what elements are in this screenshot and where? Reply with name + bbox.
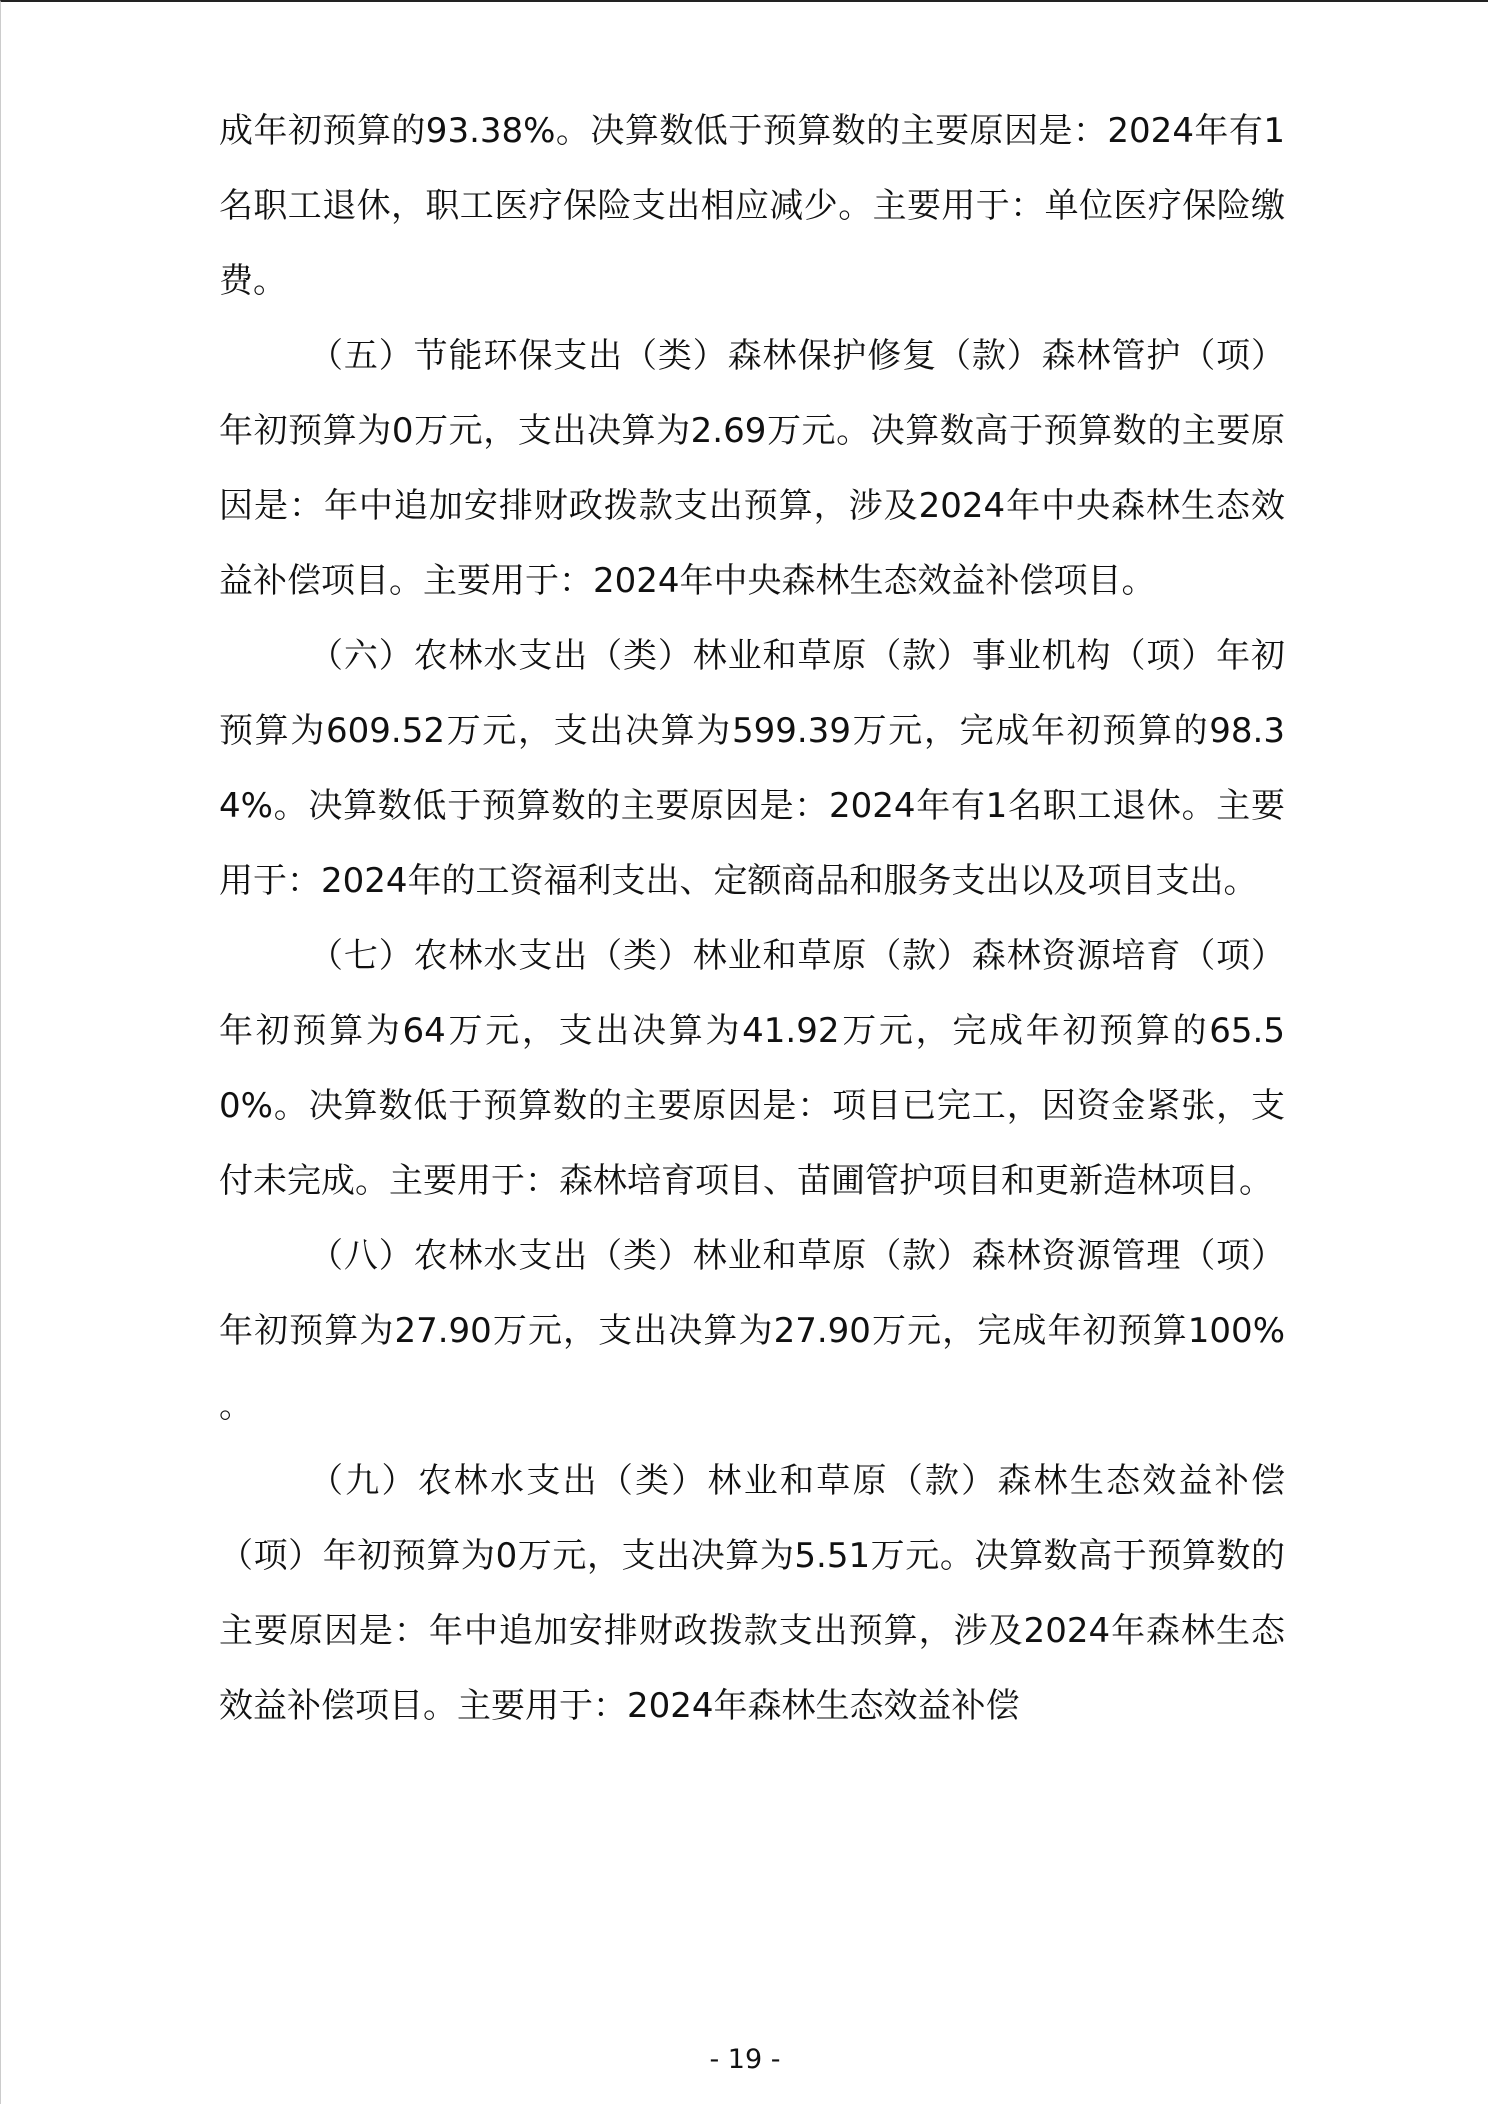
paragraph-section-5: （五）节能环保支出（类）森林保护修复（款）森林管护（项）年初预算为0万元，支出决算为2.69万元。决算数高于预算数的主要原因是：年中追加安排财政拨款支出预算，涉及2024年中央森林生态效益补偿项目。主要用于：2024年中央森林生态效益补偿项目。 bbox=[219, 336, 1285, 601]
paragraph-section-9: （九）农林水支出（类）林业和草原（款）森林生态效益补偿（项）年初预算为0万元，支出决算为5.51万元。决算数高于预算数的主要原因是：年中追加安排财政拨款支出预算，涉及2024年森林生态效益补偿项目。主要用于：2024年森林生态效益补偿 bbox=[219, 1461, 1285, 1726]
paragraph-section-6: （六）农林水支出（类）林业和草原（款）事业机构（项）年初预算为609.52万元，支出决算为599.39万元，完成年初预算的98.34%。决算数低于预算数的主要原因是：2024年有1名职工退休。主要用于：2024年的工资福利支出、定额商品和服务支出以及项目支出。 bbox=[219, 636, 1285, 901]
body-text bbox=[219, 94, 1285, 1744]
paragraph-section-7: （七）农林水支出（类）林业和草原（款）森林资源培育（项）年初预算为64万元，支出决算为41.92万元，完成年初预算的65.50%。决算数低于预算数的主要原因是：项目已完工，因资金紧张，支付未完成。主要用于：森林培育项目、苗圃管护项目和更新造林项目。 bbox=[219, 936, 1285, 1201]
paragraph-continued: 成年初预算的93.38%。决算数低于预算数的主要原因是：2024年有1名职工退休，职工医疗保险支出相应减少。主要用于：单位医疗保险缴费。 bbox=[219, 111, 1285, 301]
page-number: - 19 - bbox=[709, 2044, 781, 2075]
paragraph-section-8: （八）农林水支出（类）林业和草原（款）森林资源管理（项）年初预算为27.90万元，支出决算为27.90万元，完成年初预算100% 。 bbox=[219, 1236, 1285, 1426]
